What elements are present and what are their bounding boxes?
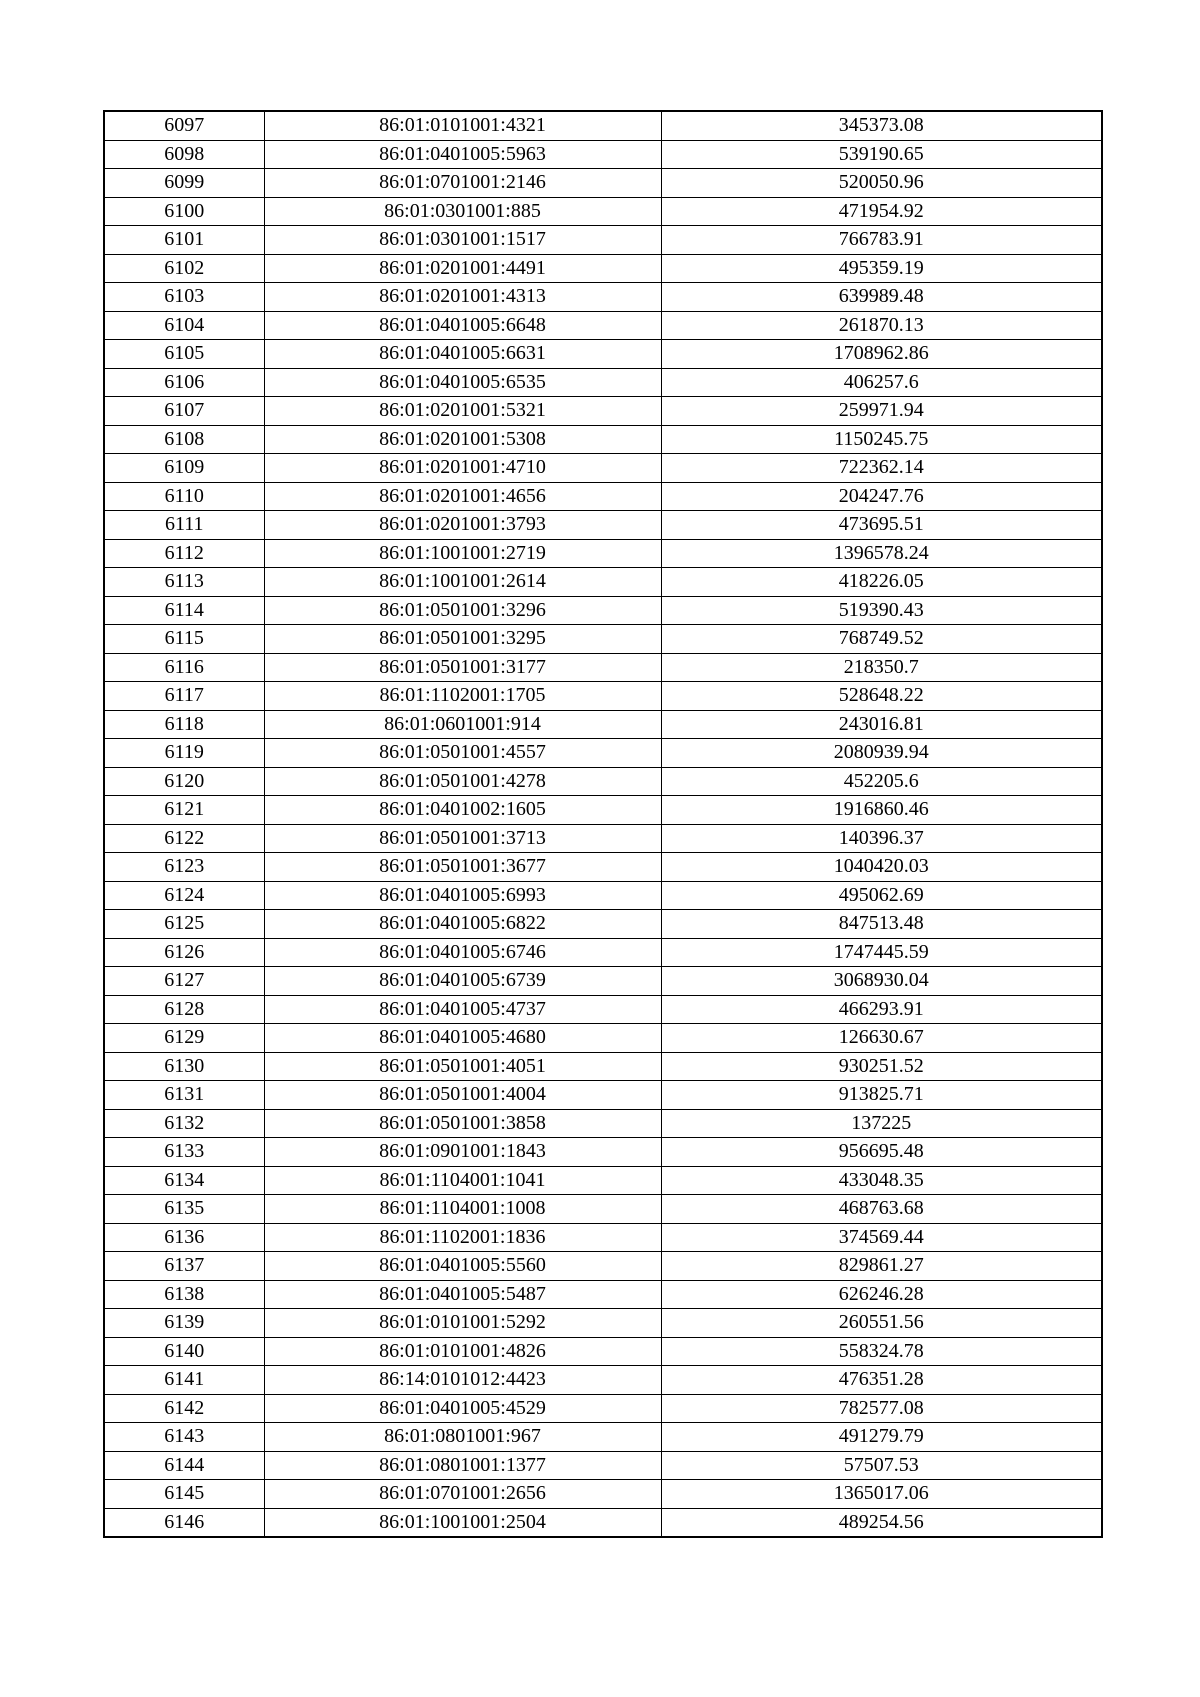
table-row <box>104 995 1102 1024</box>
row-number-cell: 6113 <box>104 568 264 597</box>
value-cell: 519390.43 <box>661 596 1102 625</box>
value-cell: 766783.91 <box>661 226 1102 255</box>
cadastral-number-cell: 86:01:1104001:1008 <box>264 1195 661 1224</box>
table-row <box>104 397 1102 426</box>
table-row <box>104 1480 1102 1509</box>
table-row <box>104 767 1102 796</box>
table-row <box>104 1138 1102 1167</box>
table-row <box>104 967 1102 996</box>
row-number-cell: 6128 <box>104 995 264 1024</box>
table-row <box>104 254 1102 283</box>
row-number-cell: 6119 <box>104 739 264 768</box>
row-number-cell: 6127 <box>104 967 264 996</box>
cadastral-number-cell: 86:01:0201001:5308 <box>264 425 661 454</box>
table-row <box>104 1081 1102 1110</box>
cadastral-number-cell: 86:01:1001001:2614 <box>264 568 661 597</box>
cadastral-number-cell: 86:01:0401005:6739 <box>264 967 661 996</box>
row-number-cell: 6104 <box>104 311 264 340</box>
value-cell: 558324.78 <box>661 1337 1102 1366</box>
table-row <box>104 938 1102 967</box>
row-number-cell: 6136 <box>104 1223 264 1252</box>
table-row <box>104 1280 1102 1309</box>
cadastral-number-cell: 86:01:0401005:4529 <box>264 1394 661 1423</box>
row-number-cell: 6108 <box>104 425 264 454</box>
cadastral-number-cell: 86:01:0101001:4321 <box>264 111 661 140</box>
row-number-cell: 6138 <box>104 1280 264 1309</box>
cadastral-number-cell: 86:01:0401005:5963 <box>264 140 661 169</box>
row-number-cell: 6105 <box>104 340 264 369</box>
cadastral-number-cell: 86:01:1001001:2504 <box>264 1508 661 1537</box>
cadastral-number-cell: 86:01:0501001:4004 <box>264 1081 661 1110</box>
cadastral-number-cell: 86:01:0401005:4737 <box>264 995 661 1024</box>
cadastral-number-cell: 86:01:0501001:3296 <box>264 596 661 625</box>
cadastral-number-cell: 86:01:1102001:1705 <box>264 682 661 711</box>
cadastral-number-cell: 86:01:0101001:5292 <box>264 1309 661 1338</box>
cadastral-number-cell: 86:01:0901001:1843 <box>264 1138 661 1167</box>
value-cell: 495359.19 <box>661 254 1102 283</box>
row-number-cell: 6141 <box>104 1366 264 1395</box>
cadastral-number-cell: 86:01:0101001:4826 <box>264 1337 661 1366</box>
table-row <box>104 596 1102 625</box>
table-row <box>104 1052 1102 1081</box>
value-cell: 1708962.86 <box>661 340 1102 369</box>
value-cell: 471954.92 <box>661 197 1102 226</box>
table-row <box>104 226 1102 255</box>
row-number-cell: 6142 <box>104 1394 264 1423</box>
cadastral-number-cell: 86:01:0401005:5560 <box>264 1252 661 1281</box>
table-row <box>104 1394 1102 1423</box>
cadastral-number-cell: 86:01:0201001:4491 <box>264 254 661 283</box>
row-number-cell: 6106 <box>104 368 264 397</box>
value-cell: 243016.81 <box>661 710 1102 739</box>
row-number-cell: 6110 <box>104 482 264 511</box>
row-number-cell: 6140 <box>104 1337 264 1366</box>
value-cell: 473695.51 <box>661 511 1102 540</box>
table-row <box>104 739 1102 768</box>
cadastral-number-cell: 86:01:0201001:3793 <box>264 511 661 540</box>
row-number-cell: 6139 <box>104 1309 264 1338</box>
row-number-cell: 6111 <box>104 511 264 540</box>
cadastral-number-cell: 86:01:0401002:1605 <box>264 796 661 825</box>
value-cell: 491279.79 <box>661 1423 1102 1452</box>
value-cell: 57507.53 <box>661 1451 1102 1480</box>
cadastral-number-cell: 86:01:0401005:6822 <box>264 910 661 939</box>
row-number-cell: 6115 <box>104 625 264 654</box>
cadastral-number-cell: 86:01:0501001:4557 <box>264 739 661 768</box>
table-row <box>104 1451 1102 1480</box>
value-cell: 218350.7 <box>661 653 1102 682</box>
value-cell: 261870.13 <box>661 311 1102 340</box>
cadastral-number-cell: 86:01:0301001:885 <box>264 197 661 226</box>
table-row <box>104 625 1102 654</box>
cadastral-number-cell: 86:01:1102001:1836 <box>264 1223 661 1252</box>
value-cell: 913825.71 <box>661 1081 1102 1110</box>
row-number-cell: 6124 <box>104 881 264 910</box>
row-number-cell: 6122 <box>104 824 264 853</box>
cadastral-number-cell: 86:01:0201001:4313 <box>264 283 661 312</box>
value-cell: 528648.22 <box>661 682 1102 711</box>
value-cell: 2080939.94 <box>661 739 1102 768</box>
row-number-cell: 6100 <box>104 197 264 226</box>
cadastral-number-cell: 86:14:0101012:4423 <box>264 1366 661 1395</box>
cadastral-number-cell: 86:01:0501001:3295 <box>264 625 661 654</box>
row-number-cell: 6134 <box>104 1166 264 1195</box>
table-body <box>104 111 1102 1537</box>
table-row <box>104 568 1102 597</box>
table-row <box>104 111 1102 140</box>
value-cell: 476351.28 <box>661 1366 1102 1395</box>
table-row <box>104 1337 1102 1366</box>
value-cell: 3068930.04 <box>661 967 1102 996</box>
row-number-cell: 6102 <box>104 254 264 283</box>
cadastral-number-cell: 86:01:0401005:6746 <box>264 938 661 967</box>
cadastral-value-table <box>103 110 1103 1538</box>
row-number-cell: 6130 <box>104 1052 264 1081</box>
table-row <box>104 1166 1102 1195</box>
cadastral-number-cell: 86:01:0501001:3177 <box>264 653 661 682</box>
value-cell: 140396.37 <box>661 824 1102 853</box>
table-row <box>104 482 1102 511</box>
value-cell: 1150245.75 <box>661 425 1102 454</box>
value-cell: 782577.08 <box>661 1394 1102 1423</box>
table-row <box>104 511 1102 540</box>
table-row <box>104 1366 1102 1395</box>
table-row <box>104 853 1102 882</box>
table-row <box>104 710 1102 739</box>
value-cell: 520050.96 <box>661 169 1102 198</box>
row-number-cell: 6118 <box>104 710 264 739</box>
value-cell: 639989.48 <box>661 283 1102 312</box>
value-cell: 489254.56 <box>661 1508 1102 1537</box>
value-cell: 722362.14 <box>661 454 1102 483</box>
cadastral-number-cell: 86:01:0501001:3713 <box>264 824 661 853</box>
row-number-cell: 6103 <box>104 283 264 312</box>
cadastral-number-cell: 86:01:1104001:1041 <box>264 1166 661 1195</box>
value-cell: 260551.56 <box>661 1309 1102 1338</box>
cadastral-number-cell: 86:01:0401005:6648 <box>264 311 661 340</box>
value-cell: 930251.52 <box>661 1052 1102 1081</box>
cadastral-number-cell: 86:01:0401005:5487 <box>264 1280 661 1309</box>
row-number-cell: 6107 <box>104 397 264 426</box>
cadastral-number-cell: 86:01:0701001:2656 <box>264 1480 661 1509</box>
value-cell: 126630.67 <box>661 1024 1102 1053</box>
table-row <box>104 169 1102 198</box>
cadastral-number-cell: 86:01:0401005:6993 <box>264 881 661 910</box>
value-cell: 468763.68 <box>661 1195 1102 1224</box>
table-row <box>104 454 1102 483</box>
table-row <box>104 1508 1102 1537</box>
cadastral-number-cell: 86:01:0501001:4278 <box>264 767 661 796</box>
row-number-cell: 6144 <box>104 1451 264 1480</box>
value-cell: 466293.91 <box>661 995 1102 1024</box>
value-cell: 626246.28 <box>661 1280 1102 1309</box>
row-number-cell: 6135 <box>104 1195 264 1224</box>
cadastral-number-cell: 86:01:0501001:3677 <box>264 853 661 882</box>
table-row <box>104 1195 1102 1224</box>
cadastral-number-cell: 86:01:0801001:1377 <box>264 1451 661 1480</box>
table-row <box>104 653 1102 682</box>
row-number-cell: 6112 <box>104 539 264 568</box>
cadastral-number-cell: 86:01:0701001:2146 <box>264 169 661 198</box>
cadastral-number-cell: 86:01:0401005:6631 <box>264 340 661 369</box>
row-number-cell: 6126 <box>104 938 264 967</box>
value-cell: 847513.48 <box>661 910 1102 939</box>
row-number-cell: 6109 <box>104 454 264 483</box>
cadastral-number-cell: 86:01:0601001:914 <box>264 710 661 739</box>
cadastral-number-cell: 86:01:0201001:4710 <box>264 454 661 483</box>
table-row <box>104 368 1102 397</box>
row-number-cell: 6133 <box>104 1138 264 1167</box>
table-row <box>104 1309 1102 1338</box>
value-cell: 539190.65 <box>661 140 1102 169</box>
cadastral-number-cell: 86:01:0301001:1517 <box>264 226 661 255</box>
table-row <box>104 1223 1102 1252</box>
value-cell: 1365017.06 <box>661 1480 1102 1509</box>
cadastral-number-cell: 86:01:1001001:2719 <box>264 539 661 568</box>
value-cell: 418226.05 <box>661 568 1102 597</box>
cadastral-number-cell: 86:01:0501001:3858 <box>264 1109 661 1138</box>
row-number-cell: 6125 <box>104 910 264 939</box>
value-cell: 406257.6 <box>661 368 1102 397</box>
table-row <box>104 796 1102 825</box>
value-cell: 1916860.46 <box>661 796 1102 825</box>
row-number-cell: 6117 <box>104 682 264 711</box>
table-row <box>104 1423 1102 1452</box>
table-row <box>104 425 1102 454</box>
value-cell: 452205.6 <box>661 767 1102 796</box>
row-number-cell: 6097 <box>104 111 264 140</box>
value-cell: 1040420.03 <box>661 853 1102 882</box>
cadastral-number-cell: 86:01:0201001:5321 <box>264 397 661 426</box>
row-number-cell: 6121 <box>104 796 264 825</box>
value-cell: 956695.48 <box>661 1138 1102 1167</box>
row-number-cell: 6098 <box>104 140 264 169</box>
row-number-cell: 6131 <box>104 1081 264 1110</box>
row-number-cell: 6120 <box>104 767 264 796</box>
row-number-cell: 6116 <box>104 653 264 682</box>
row-number-cell: 6101 <box>104 226 264 255</box>
table-row <box>104 910 1102 939</box>
row-number-cell: 6132 <box>104 1109 264 1138</box>
cadastral-number-cell: 86:01:0401005:4680 <box>264 1024 661 1053</box>
table-row <box>104 682 1102 711</box>
row-number-cell: 6114 <box>104 596 264 625</box>
value-cell: 495062.69 <box>661 881 1102 910</box>
value-cell: 204247.76 <box>661 482 1102 511</box>
cadastral-number-cell: 86:01:0801001:967 <box>264 1423 661 1452</box>
row-number-cell: 6145 <box>104 1480 264 1509</box>
value-cell: 259971.94 <box>661 397 1102 426</box>
row-number-cell: 6137 <box>104 1252 264 1281</box>
table-row <box>104 1252 1102 1281</box>
table-row <box>104 197 1102 226</box>
table-row <box>104 1024 1102 1053</box>
row-number-cell: 6129 <box>104 1024 264 1053</box>
table-row <box>104 539 1102 568</box>
value-cell: 768749.52 <box>661 625 1102 654</box>
row-number-cell: 6099 <box>104 169 264 198</box>
value-cell: 1747445.59 <box>661 938 1102 967</box>
row-number-cell: 6143 <box>104 1423 264 1452</box>
row-number-cell: 6123 <box>104 853 264 882</box>
table-row <box>104 283 1102 312</box>
table-row <box>104 340 1102 369</box>
table-row <box>104 311 1102 340</box>
row-number-cell: 6146 <box>104 1508 264 1537</box>
table-row <box>104 1109 1102 1138</box>
cadastral-number-cell: 86:01:0201001:4656 <box>264 482 661 511</box>
value-cell: 374569.44 <box>661 1223 1102 1252</box>
table-row <box>104 881 1102 910</box>
table-row <box>104 824 1102 853</box>
cadastral-number-cell: 86:01:0401005:6535 <box>264 368 661 397</box>
value-cell: 137225 <box>661 1109 1102 1138</box>
value-cell: 433048.35 <box>661 1166 1102 1195</box>
value-cell: 829861.27 <box>661 1252 1102 1281</box>
value-cell: 1396578.24 <box>661 539 1102 568</box>
table-row <box>104 140 1102 169</box>
cadastral-number-cell: 86:01:0501001:4051 <box>264 1052 661 1081</box>
value-cell: 345373.08 <box>661 111 1102 140</box>
